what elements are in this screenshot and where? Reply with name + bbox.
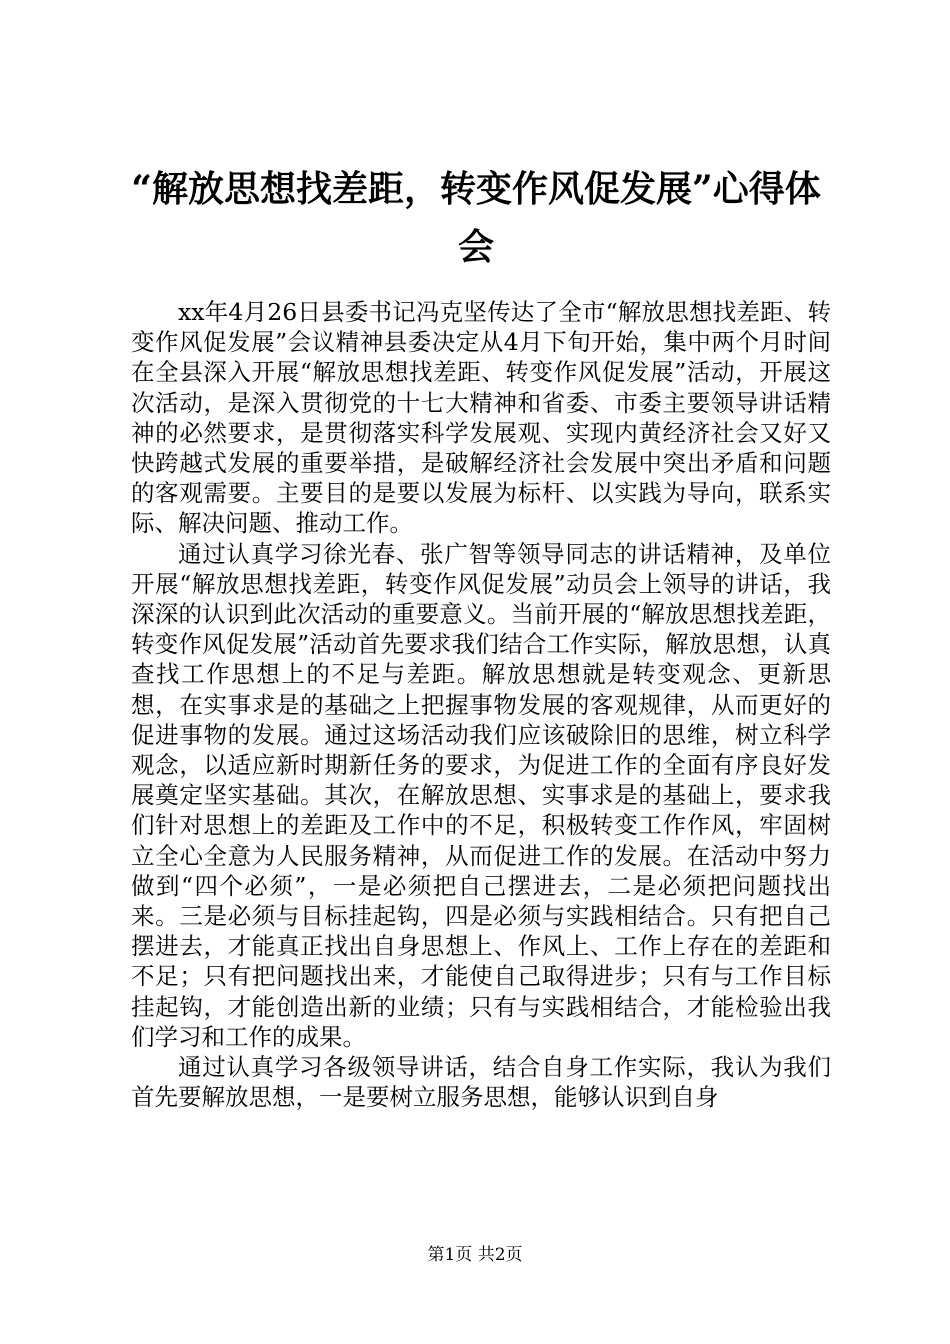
- paragraph-2: 通过认真学习徐光春、张广智等领导同志的讲话精神，及单位开展“解放思想找差距，转变作风促发展”动员会上领导的讲话，我深深的认识到此次活动的重要意义。当前开展的“解放思想找差距，转变作风促发展”活动首先要求我们结合工作实际，解放思想，认真查找工作思想上的不足与差距。解放思想就是转变观念、更新思想，在实事求是的基础之上把握事物发展的客观规律，从而更好的促进事物的发展。通过这场活动我们应该破除旧的思维，树立科学观念，以适应新时期新任务的要求，为促进工作的全面有序良好发展奠定坚实基础。其次，在解放思想、实事求是的基础上，要求我们针对思想上的差距及工作中的不足，积极转变工作作风，牢固树立全心全意为人民服务精神，从而促进工作的发展。在活动中努力做到“四个必须”，一是必须把自己摆进去，二是必须把问题找出来。三是必须与目标挂起钩，四是必须与实践相结合。只有把自己摆进去，才能真正找出自身思想上、作风上、工作上存在的差距和不足；只有把问题找出来，才能使自己取得进步；只有与工作目标挂起钩，才能创造出新的业绩；只有与实践相结合，才能检验出我们学习和工作的成果。: [131, 539, 831, 1051]
- paragraph-1: xx年4月26日县委书记冯克坚传达了全市“解放思想找差距、转变作风促发展”会议精神县委决定从4月下旬开始，集中两个月时间在全县深入开展“解放思想找差距、转变作风促发展”活动，开展这次活动，是深入贯彻党的十七大精神和省委、市委主要领导讲话精神的必然要求，是贯彻落实科学发展观、实现内黄经济社会又好又快跨越式发展的重要举措，是破解经济社会发展中突出矛盾和问题的客观需要。主要目的是要以发展为标杆、以实践为导向，联系实际、解决问题、推动工作。: [131, 298, 831, 538]
- page-footer: 第1页 共2页: [427, 1245, 523, 1265]
- paragraph-3: 通过认真学习各级领导讲话，结合自身工作实际，我认为我们首先要解放思想，一是要树立服务思想，能够认识到自身: [131, 1053, 831, 1112]
- document-body: [131, 297, 831, 1112]
- document-title: “解放思想找差距，转变作风促发展”心得体会: [131, 168, 821, 268]
